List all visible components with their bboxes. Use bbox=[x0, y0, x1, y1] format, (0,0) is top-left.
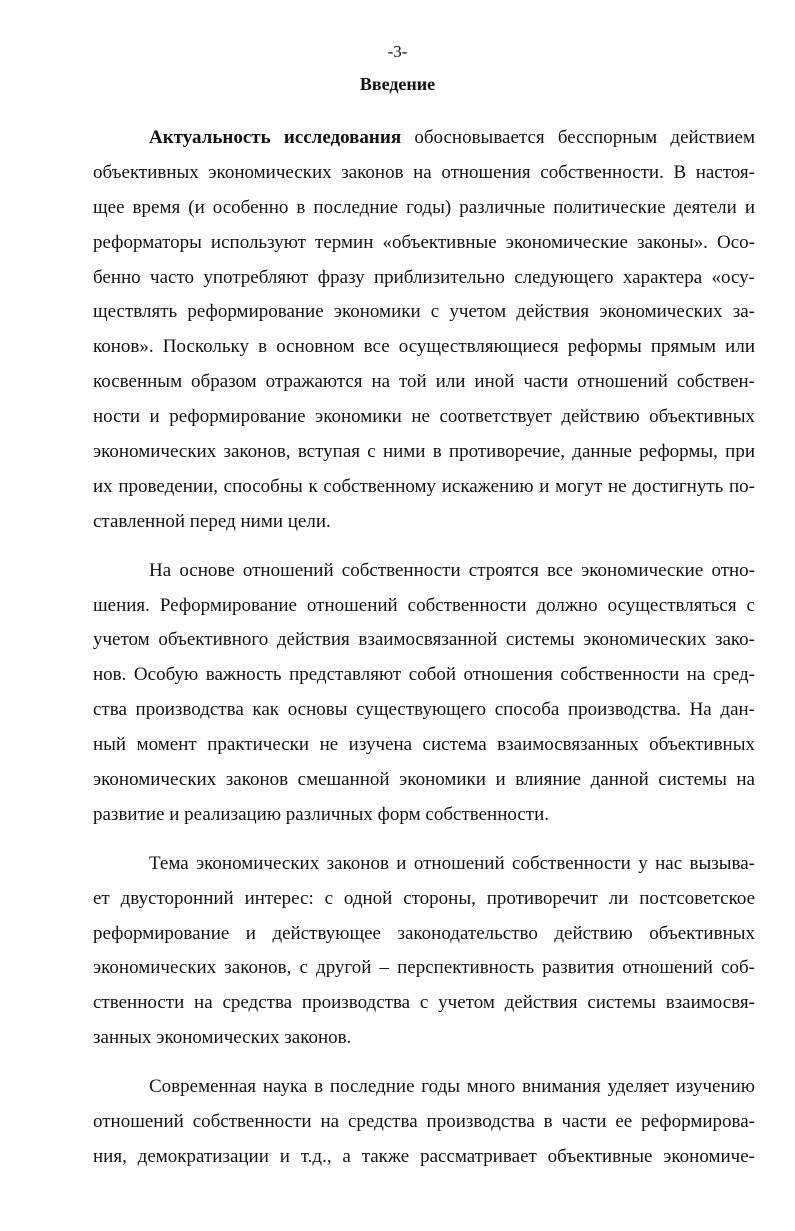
paragraph-topic-interest bbox=[93, 847, 755, 1056]
paragraph-line: Современная наука в последние годы много внимания уделяет изучению bbox=[149, 1076, 755, 1098]
paragraph-line: На основе отношений собственности строятся все экономические отно- bbox=[149, 559, 755, 581]
paragraph-line: экономических законов, вступая с ними в противоречие, данные реформы, при bbox=[93, 441, 755, 463]
paragraph-line: ния, демократизации и т.д., а также рассматривает объективные экономиче- bbox=[93, 1145, 755, 1167]
paragraph-line: реформаторы используют термин «объективные экономические законы». Осо- bbox=[93, 231, 755, 253]
paragraph-line: учетом объективного действия взаимосвязанной системы экономических зако- bbox=[93, 629, 755, 651]
paragraph-line: щее время (и особенно в последние годы) различные политические деятели и bbox=[93, 196, 755, 218]
paragraph-line bbox=[93, 121, 755, 156]
paragraph-line: косвенным образом отражаются на той или иной части отношений собствен- bbox=[93, 371, 755, 393]
line-text: обосновывается бесспорным действием bbox=[401, 127, 755, 148]
paragraph-line: бенно часто употребляют фразу приблизительно следующего характера «осу- bbox=[93, 266, 755, 288]
paragraph-line: реформирование и действующее законодательство действию объективных bbox=[93, 922, 755, 944]
paragraph-property-relations bbox=[93, 554, 755, 833]
paragraph-line: ственности на средства производства с учетом действия системы взаимосвя- bbox=[93, 992, 755, 1014]
bold-lead-phrase: Актуальность исследования bbox=[149, 127, 402, 148]
paragraph-line: ный момент практически не изучена система взаимосвязанных объективных bbox=[93, 734, 755, 756]
section-title: Введение bbox=[359, 74, 436, 94]
paragraph-line: ства производства как основы существующего способа производства. На дан- bbox=[93, 699, 755, 721]
paragraph-line: их проведении, способны к собственному искажению и могут не достигнуть по- bbox=[93, 475, 755, 497]
paragraph-line: конов». Поскольку в основном все осуществляющиеся реформы прямым или bbox=[93, 336, 755, 358]
paragraph-gap bbox=[93, 1056, 755, 1070]
paragraph-line: занных экономических законов. bbox=[93, 1027, 352, 1049]
paragraph-line: объективных экономических законов на отношения собственности. В настоя- bbox=[93, 161, 755, 183]
page-number: -3- bbox=[387, 42, 408, 61]
paragraph-line: ет двусторонний интерес: с одной стороны, противоречит ли постсоветское bbox=[93, 887, 755, 909]
paragraph-line: ставленной перед ними цели. bbox=[93, 510, 331, 532]
paragraph-line: развитие и реализацию различных форм собственности. bbox=[93, 803, 549, 825]
paragraph-line: нов. Особую важность представляют собой отношения собственности на сред- bbox=[93, 664, 755, 686]
body-text bbox=[93, 121, 755, 1175]
paragraph-line: отношений собственности на средства производства в части ее реформирова- bbox=[93, 1111, 755, 1133]
paragraph-modern-science bbox=[93, 1070, 755, 1175]
paragraph-gap bbox=[93, 833, 755, 847]
paragraph-line: ности и реформирование экономики не соответствует действию объективных bbox=[93, 406, 755, 428]
paragraph-line: шения. Реформирование отношений собственности должно осуществляться с bbox=[93, 594, 755, 616]
paragraph-line: экономических законов смешанной экономики и влияние данной системы на bbox=[93, 769, 755, 791]
paragraph-gap bbox=[93, 540, 755, 554]
paragraph-line: Тема экономических законов и отношений собственности у нас вызыва- bbox=[149, 852, 755, 874]
paragraph-line: экономических законов, с другой – перспективность развития отношений соб- bbox=[93, 957, 755, 979]
paragraph-line: ществлять реформирование экономики с учетом действия экономических за- bbox=[93, 301, 755, 323]
paragraph-relevance bbox=[93, 121, 755, 540]
